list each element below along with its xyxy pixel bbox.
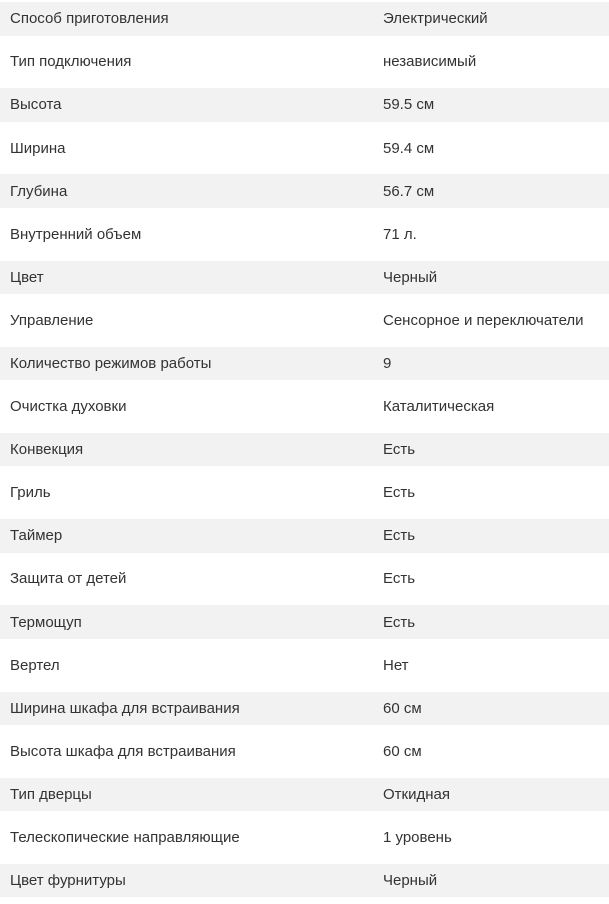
spec-value: 9	[383, 356, 392, 371]
spec-value: 60 см	[383, 743, 422, 759]
spec-value: 59.5 см	[383, 97, 435, 113]
table-row	[0, 562, 609, 596]
spec-value: Есть	[383, 442, 416, 458]
spec-value: Электрический	[383, 11, 488, 27]
spec-label: Термощуп	[10, 614, 82, 630]
spec-label: Способ приготовления	[10, 11, 169, 27]
spec-value: 60 см	[383, 700, 422, 716]
table-row	[0, 476, 609, 510]
table-row	[0, 304, 609, 338]
spec-value: Нет	[383, 657, 409, 673]
spec-label: Таймер	[10, 528, 63, 544]
spec-value: 56.7 см	[383, 183, 435, 199]
spec-label: Цвет фурнитуры	[10, 873, 126, 889]
table-row	[0, 45, 609, 79]
table-row	[0, 864, 609, 898]
table-row	[0, 347, 609, 381]
table-row	[0, 390, 609, 424]
spec-label: Телескопические направляющие	[10, 830, 240, 846]
spec-value: 59.4 см	[383, 140, 435, 156]
table-row	[0, 261, 609, 295]
table-row	[0, 131, 609, 165]
spec-label: Высота шкафа для встраивания	[10, 743, 236, 759]
spec-label: Глубина	[10, 183, 68, 199]
table-row	[0, 735, 609, 769]
spec-label: Очистка духовки	[10, 399, 127, 415]
spec-value: Есть	[383, 528, 416, 544]
spec-value: Есть	[383, 485, 416, 501]
spec-label: Ширина	[10, 140, 66, 156]
spec-label: Цвет	[10, 269, 44, 285]
spec-label: Вертел	[10, 657, 60, 673]
spec-label: Внутренний объем	[10, 226, 142, 242]
spec-label: Ширина шкафа для встраивания	[10, 700, 240, 716]
spec-label: Конвекция	[10, 442, 84, 458]
spec-label: Тип дверцы	[10, 786, 92, 802]
table-row	[0, 174, 609, 208]
spec-value: 1 уровень	[383, 830, 452, 846]
table-row	[0, 778, 609, 812]
spec-value: независимый	[383, 54, 477, 70]
table-row	[0, 2, 609, 36]
spec-label: Защита от детей	[10, 571, 127, 587]
spec-label: Управление	[10, 312, 94, 328]
spec-value: Черный	[383, 873, 438, 889]
spec-value: Есть	[383, 571, 416, 587]
table-row	[0, 217, 609, 251]
table-row	[0, 433, 609, 467]
spec-value: Черный	[383, 269, 438, 285]
table-row	[0, 648, 609, 682]
spec-value: Сенсорное и переключатели	[383, 312, 584, 328]
spec-label: Гриль	[10, 485, 51, 501]
table-row	[0, 605, 609, 639]
table-row	[0, 519, 609, 553]
table-row	[0, 88, 609, 122]
spec-value: 71 л.	[383, 226, 417, 242]
spec-value: Каталитическая	[383, 399, 495, 415]
spec-value: Есть	[383, 614, 416, 630]
table-row	[0, 821, 609, 855]
spec-label: Высота	[10, 97, 62, 113]
table-row	[0, 692, 609, 726]
spec-value: Откидная	[383, 786, 450, 802]
spec-label: Тип подключения	[10, 54, 132, 70]
spec-label: Количество режимов работы	[10, 356, 212, 371]
